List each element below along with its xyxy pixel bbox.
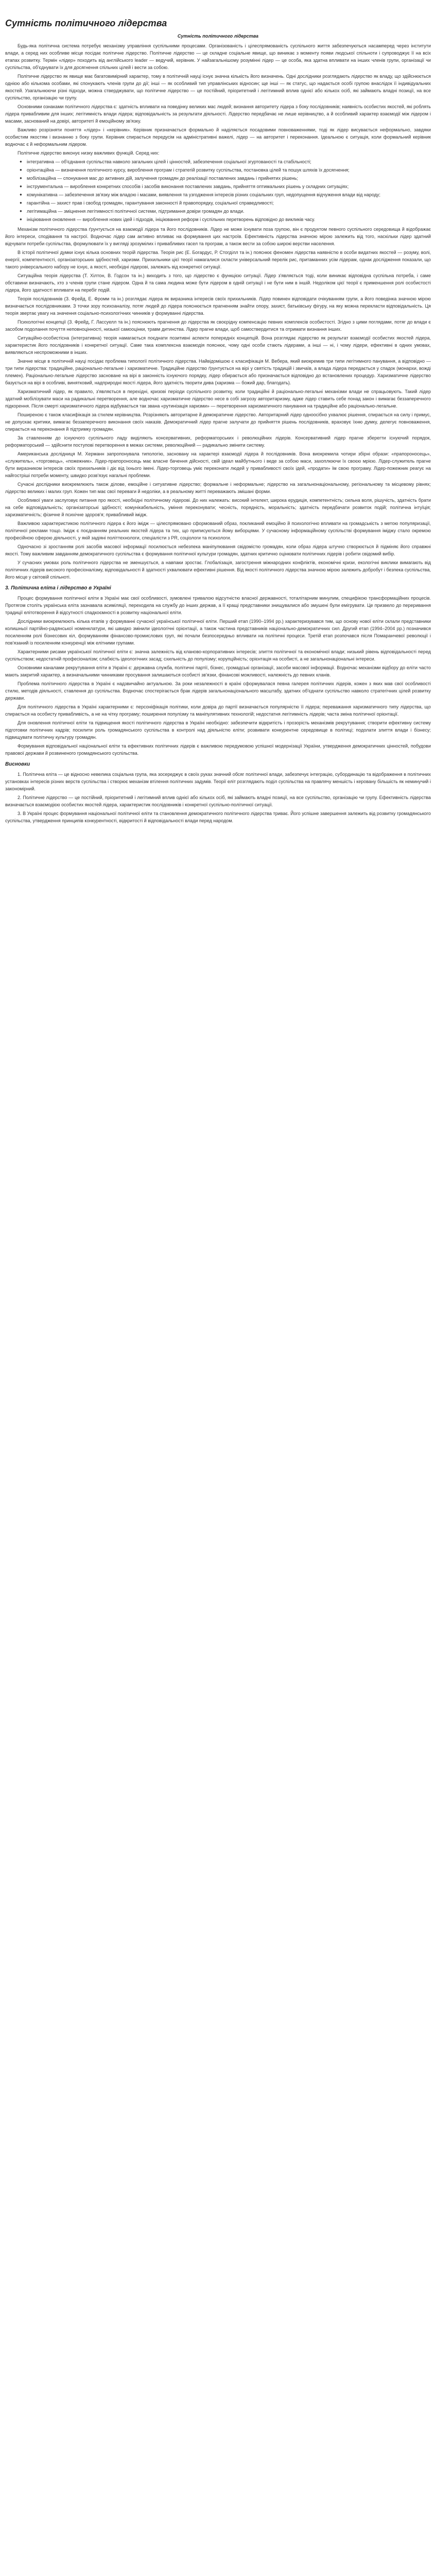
paragraph: Будь-яка політична система потребує механізму управління суспільними процесами. Організованість і цілеспрямованість суспільного життя забезпечуються насамперед через інститути влади, а серед них особливе місце посідає політичне лідерство. Політичне лідерство — це складне соціальне явище, що виникає з моменту появи людської спільноти і супроводжує її на всіх етапах розвитку. Термін «лідер» походить від англійського leader — ведучий, керівник. У найзагальнішому розумінні лідер — це особа, яка здатна впливати на інших членів групи, організації чи суспільства, об'єднувати їх для досягнення спільних цілей і вести за собою. <box>5 43 431 70</box>
paragraph: Формування відповідальної національної еліти та ефективних політичних лідерів є важливою передумовою успішної модернізації України, утвердження демократичних цінностей, побудови правової держави й розвиненого громадянського суспільства. <box>5 743 431 756</box>
list-item-text: ініціювання оновлення — вироблення нових ідей і підходів, ініціювання реформ і суспільних перетворень відповідно до викликів часу. <box>27 217 316 222</box>
paragraph: Ситуаційна теорія лідерства (Т. Хілтон, В. Годсон та ін.) виходить з того, що лідерство є функцією ситуації. Лідер з'являється тоді, коли виникає відповідна суспільна потреба, і саме обставини визначають, хто з членів групи стане лідером. Одна й та сама людина може бути лідером в одній ситуації і не бути ним в іншій. Недоліком цієї теорії є применшення ролі особистості лідера, його здатності впливати на перебіг подій. <box>5 273 431 293</box>
document-body <box>5 33 431 824</box>
paragraph: Харизматичний лідер, як правило, з'являється в перехідні, кризові періоди суспільного розвитку, коли традиційні й раціонально-легальні механізми влади не спрацьовують. Такий лідер здатний мобілізувати маси на радикальні перетворення, але водночас харизматичне лідерство несе в собі загрозу авторитаризму, адже лідер ставить себе понад закон і вимагає беззаперечного підкорення. Після смерті харизматичного лідера відбувається так звана «рутинізація харизми» — перетворення харизматичного панування на традиційне або раціонально-легальне. <box>5 389 431 409</box>
paragraph: 2. Політичне лідерство — це постійний, пріоритетний і легітимний вплив однієї або кількох осіб, які займають владні позиції, на все суспільство, організацію чи групу. Ефективність лідерства визначається взаємодією особистих якостей лідера, характеристик послідовників і конкретної суспільно-політичної ситуації. <box>5 795 431 807</box>
paragraph: Важливо розрізняти поняття «лідер» і «керівник». Керівник призначається формально й наділяється посадовими повноваженнями, тоді як лідер висувається неформально, завдяки особистим якостям і визнанню з боку групи. Керівник спирається передусім на адміністративні важелі, лідер — на авторитет і переконання. Ідеальною є ситуація, коли формальний керівник водночас є й неформальним лідером. <box>5 127 431 147</box>
paragraph: Особливої уваги заслуговує питання про якості, необхідні політичному лідерові. До них належать: високий інтелект, широка ерудиція, компетентність; сильна воля, рішучість, здатність брати на себе відповідальність; організаторські здібності; комунікабельність, уміння переконувати; чесність, порядність, моральність; здатність передбачати розвиток подій; політична інтуїція; харизматичність; фізичне й психічне здоров'я; привабливий імідж. <box>5 498 431 517</box>
paragraph: За ставленням до існуючого суспільного ладу виділяють консервативних, реформаторських і революційних лідерів. Консервативний лідер прагне зберегти існуючий порядок, реформаторський — здійснити поступові перетворення в межах системи, революційний — радикально змінити систему. <box>5 435 431 448</box>
list-item <box>20 216 431 223</box>
page-title: Сутність політичного лідерства <box>5 18 167 28</box>
paragraph: Характерними рисами української політичної еліти є: значна залежність від кланово-корпоративних інтересів; злиття політичної та економічної влади; низький рівень відповідальності перед суспільством; недостатній професіоналізм; слабкість ідеологічних засад; схильність до популізму; корупційність; орієнтація на особисті, а не загальнонаціональні інтереси. <box>5 649 431 662</box>
section-heading: Висновки <box>5 761 30 767</box>
paragraph: Процес формування політичної еліти в Україні має свої особливості, зумовлені тривалою відсутністю власної державності, тоталітарним минулим, специфікою трансформаційних процесів. Протягом століть українська еліта зазнавала асиміляції, переходила на службу до інших держав, а її кращі представники знищувалися або змушені були емігрувати. Це призвело до переривання традиції елітотворення й відсутності спадкоємності в розвитку національної еліти. <box>5 596 431 615</box>
paragraph: Американська дослідниця М. Херманн запропонувала типологію, засновану на характері взаємодії лідера й послідовників. Вона виокремила чотири збірні образи: «прапороносець», «служитель», «торговець», «пожежник». Лідер-прапороносець має власне бачення дійсності, свій ідеал майбутнього і веде за собою маси, захоплюючи їх своєю мрією. Лідер-служитель прагне бути виразником інтересів своїх прихильників і діє від їхнього імені. Лідер-торговець уміє переконати людей у привабливості своїх ідей, «продати» їм свою програму. Лідер-пожежник реагує на найгостріші потреби моменту, швидко розв'язує нагальні проблеми. <box>5 451 431 478</box>
list-item <box>20 199 431 207</box>
paragraph: У сучасних умовах роль політичного лідерства не зменшується, а навпаки зростає. Глобалізація, загострення міжнародних конфліктів, економічні кризи, екологічні виклики вимагають від політичних лідерів високого професіоналізму, відповідальності й здатності ухвалювати ефективні рішення. Від якості політичного лідерства значною мірою залежить добробут і безпека суспільства, його місце у світовій спільноті. <box>5 560 431 580</box>
list-item <box>20 175 431 182</box>
bullet-icon: ● <box>20 200 22 205</box>
section-heading: Сутність політичного лідерства <box>177 33 259 39</box>
list-item-text: інтегративна — об'єднання суспільства навколо загальних цілей і цінностей, забезпечення соціальної згуртованості та стабільності; <box>27 159 311 164</box>
paragraph: Теорія послідовників (З. Фрейд, Е. Фромм та ін.) розглядає лідера як виразника інтересів своїх прихильників. Лідер повинен відповідати очікуванням групи, а його поведінка значною мірою визначається послідовниками. З точки зору психоаналізу, потяг людей до лідера пояснюється прагненням знайти опору, захист, батьківську фігуру, на яку можна перекласти відповідальність. Ця теорія звертає увагу на значення соціально-психологічних чинників у формуванні лідерства. <box>5 296 431 316</box>
paragraph: В історії політичної думки існує кілька основних теорій лідерства. Теорія рис (Е. Богардус, Р. Стогділл та ін.) пояснює феномен лідерства наявністю в особи видатних якостей — розуму, волі, енергії, компетентності, організаторських здібностей, харизми. Прихильники цієї теорії намагалися скласти універсальний перелік рис, притаманних усім лідерам, однак дослідження показали, що такого універсального набору не існує, а якості, необхідні лідерові, залежать від конкретної ситуації. <box>5 250 431 269</box>
paragraph: Основними ознаками політичного лідерства є: здатність впливати на поведінку великих мас людей; визнання авторитету лідера з боку послідовників; наявність особистих якостей, які роблять лідера привабливим для інших; легітимність влади лідера; відповідальність за результати діяльності. Лідерство передбачає не лише керівництво, а й особливий характер взаємодії між лідером і масами, заснований на довірі, авторитеті й емоційному зв'язку. <box>5 104 431 124</box>
bullet-icon: ● <box>20 209 22 213</box>
paragraph: Для оновлення політичної еліти та підвищення якості політичного лідерства в Україні необхідно: забезпечити відкритість і прозорість механізмів рекрутування; створити ефективну систему підготовки політичних кадрів; посилити роль громадянського суспільства в контролі над діяльністю еліти; розвивати конкурентне середовище в політиці; подолати злиття влади і бізнесу; підвищувати політичну культуру громадян. <box>5 720 431 740</box>
bullet-icon: ● <box>20 217 22 222</box>
bullet-icon: ● <box>20 176 22 180</box>
paragraph: 1. Політична еліта — це відносно невелика соціальна група, яка зосереджує в своїх руках значний обсяг політичної влади, забезпечує інтеграцію, субординацію та відображення в політичних установках інтересів різних верств суспільства і створює механізм втілення політичних задумів. Теорії еліт розглядають поділ суспільства на правлячу меншість і керовану більшість як неминучий і закономірний. <box>5 772 431 791</box>
paragraph: 3. В Україні процес формування національної політичної еліти та становлення демократичного політичного лідерства триває. Його успішне завершення залежить від розвитку громадянського суспільства, утвердження принципів конкурентності, відкритості й відповідальності влади перед народом. <box>5 811 431 823</box>
bullet-list <box>5 158 431 223</box>
paragraph: Сучасні дослідники виокремлюють також ділове, емоційне і ситуативне лідерство; формальне і неформальне; лідерство на загальнонаціональному, регіональному та місцевому рівнях; лідерство великих і малих груп. Кожен тип має свої переваги й недоліки, а в реальному житті переважають змішані форми. <box>5 482 431 494</box>
paragraph: Поширеною є також класифікація за стилем керівництва. Розрізняють авторитарне й демократичне лідерство. Авторитарний лідер одноосібно ухвалює рішення, спирається на силу і примус, не допускає критики, вимагає беззаперечного виконання своїх наказів. Демократичний лідер прагне залучати до прийняття рішень послідовників, враховує їхню думку, делегує повноваження, спирається на переконання й підтримку громадян. <box>5 412 431 432</box>
list-item-text: орієнтаційна — визначення політичного курсу, вироблення програм і стратегій розвитку суспільства, постановка цілей та пошук шляхів їх досягнення; <box>27 167 350 173</box>
list-item-text: легітимаційна — зміцнення легітимності політичної системи, підтримання довіри громадян до влади. <box>27 209 245 214</box>
paragraph: Ситуаційно-особистісна (інтегративна) теорія намагається поєднати позитивні аспекти попередніх концепцій. Вона розглядає лідерство як результат взаємодії особистих якостей лідера, характеристик його послідовників і конкретної ситуації. Саме така комплексна взаємодія пояснює, чому одні особи стають лідерами, а інші — ні, і чому лідери, ефективні в одних умовах, виявляються неспроможними в інших. <box>5 335 431 355</box>
bullet-icon: ● <box>20 159 22 164</box>
paragraph: Дослідники виокремлюють кілька етапів у формуванні сучасної української політичної еліти. Перший етап (1990–1994 рр.) характеризувався тим, що основу нової еліти склали представники колишньої партійно-радянської номенклатури, які швидко змінили ідеологічні орієнтації, а також частина представників національно-демократичних сил. Другий етап (1994–2004 рр.) позначився посиленням ролі бізнесових кіл, формуванням фінансово-промислових груп, які почали безпосередньо впливати на політичні процеси. Третій етап розпочався після Помаранчевої революції і пов'язаний із посиленням конкуренції між елітними групами. <box>5 619 431 646</box>
paragraph: Психологічні концепції (З. Фрейд, Г. Лассуелл та ін.) пояснюють прагнення до лідерства як своєрідну компенсацію певних комплексів особистості. Згідно з цими поглядами, потяг до влади є засобом подолання почуття неповноцінності, низької самооцінки, травм дитинства. Лідер прагне влади, щоб самоствердитися та отримати визнання інших. <box>5 319 431 332</box>
bullet-icon: ● <box>20 184 22 189</box>
list-item <box>20 166 431 174</box>
bullet-icon: ● <box>20 192 22 197</box>
paragraph: Політичне лідерство виконує низку важливих функцій. Серед них: <box>18 150 160 156</box>
paragraph: Для політичного лідерства в Україні характерними є: персоніфікація політики, коли довіра до партії визначається популярністю її лідера; переважання харизматичного типу лідерства, що спирається на особисту привабливість, а не на чітку програму; поширення популізму та маніпулятивних технологій; недостатня легітимність лідерів; часта зміна політичної орієнтації. <box>5 704 431 717</box>
list-item <box>20 191 431 198</box>
list-item <box>20 158 431 165</box>
paragraph: Проблема політичного лідерства в Україні є надзвичайно актуальною. За роки незалежності в країні сформувалася певна галерея політичних лідерів, кожен з яких мав свої особливості стилю, методів діяльності, ставлення до суспільства. Водночас спостерігається брак лідерів загальнонаціонального масштабу, здатних об'єднати суспільство навколо стратегічних цілей розвитку держави. <box>5 681 431 701</box>
paragraph: Значне місце в політичній науці посідає проблема типології політичного лідерства. Найвідомішою є класифікація М. Вебера, який виокремив три типи легітимного панування, а відповідно — три типи лідерства: традиційне, раціонально-легальне і харизматичне. Традиційне лідерство ґрунтується на вірі у святість традицій і звичаїв, а влада лідера передається у спадок (монархи, вожді племен). Раціонально-легальне лідерство засноване на вірі в законність існуючого порядку, лідер обирається або призначається відповідно до встановлених процедур. Харизматичне лідерство базується на вірі в особливі, винятковий, надприродні якості лідера, його здатність творити дива (харизма — божий дар, благодать). <box>5 359 431 385</box>
paragraph: Основними каналами рекрутування еліти в Україні є: державна служба, політичні партії, бізнес, громадські організації, засоби масової інформації. Водночас механізми відбору до еліти часто мають закритий характер, а визначальними чинниками просування залишаються особисті зв'язки, фінансові можливості, належність до певних кланів. <box>5 665 431 677</box>
list-item <box>20 183 431 190</box>
paragraph: Механізм політичного лідерства ґрунтується на взаємодії лідера та його послідовників. Лідер не може існувати поза групою, він є продуктом певного суспільного середовища й відображає його інтереси, сподівання та настрої. Водночас лідер сам активно впливає на формування цих настроїв. Ефективність лідерства значною мірою залежить від того, наскільки лідер здатний відчувати потреби суспільства, формулювати їх у вигляді зрозумілих і привабливих гасел та програм, а також вести за собою широкі верстви населення. <box>5 227 431 246</box>
list-item-text: інструментальна — вироблення конкретних способів і засобів виконання поставлених завдань, прийняття оптимальних рішень у складних ситуаціях; <box>27 184 349 189</box>
section-heading: 3. Політична еліта і лідерство в Україні <box>5 585 111 591</box>
paragraph: Одночасно зі зростанням ролі засобів масової інформації посилюється небезпека маніпулювання свідомістю громадян, коли образ лідера штучно створюється й підміняє його справжні якості. Тому важливим завданням демократичного суспільства є формування політичної культури громадян, здатних критично оцінювати політичних лідерів і робити свідомий вибір. <box>5 544 431 556</box>
bullet-icon: ● <box>20 167 22 172</box>
list-item-text: мобілізаційна — спонукання мас до активних дій, залучення громадян до реалізації поставлених завдань і прийнятих рішень; <box>27 176 298 181</box>
list-item <box>20 208 431 215</box>
paragraph: Важливою характеристикою політичного лідера є його імідж — цілеспрямовано сформований образ, покликаний емоційно й психологічно впливати на громадськість з метою популяризації, політичної реклами тощо. Імідж є поєднанням реальних якостей лідера та тих, що приписуються йому виборцями. У сучасному інформаційному суспільстві формування іміджу стало окремою професійною сферою діяльності, у якій задіяні політтехнологи, спеціалісти з PR, соціологи та психологи. <box>5 521 431 540</box>
list-item-text: гарантійна — захист прав і свобод громадян, гарантування законності й правопорядку, соціальної справедливості; <box>27 200 274 206</box>
list-item-text: комунікативна — забезпечення зв'язку між владою і масами, виявлення та узгодження інтересів різних соціальних груп, недопущення відчуження влади від народу; <box>27 192 381 197</box>
paragraph: Політичне лідерство як явище має багатовимірний характер, тому в політичній науці існує значна кількість його визначень. Одні дослідники розглядають лідерство як владу, що здійснюється однією або кількома особами, які спонукають членів групи до дії; інші — як особливий тип управлінських відносин; ще інші — як статус, що надається особі групою внаслідок її індивідуальних якостей. Узагальнюючи різні підходи, можна стверджувати, що політичне лідерство — це постійний, пріоритетний і легітимний вплив однієї або кількох осіб, які займають владні позиції, на все суспільство, організацію чи групу. <box>5 74 431 100</box>
